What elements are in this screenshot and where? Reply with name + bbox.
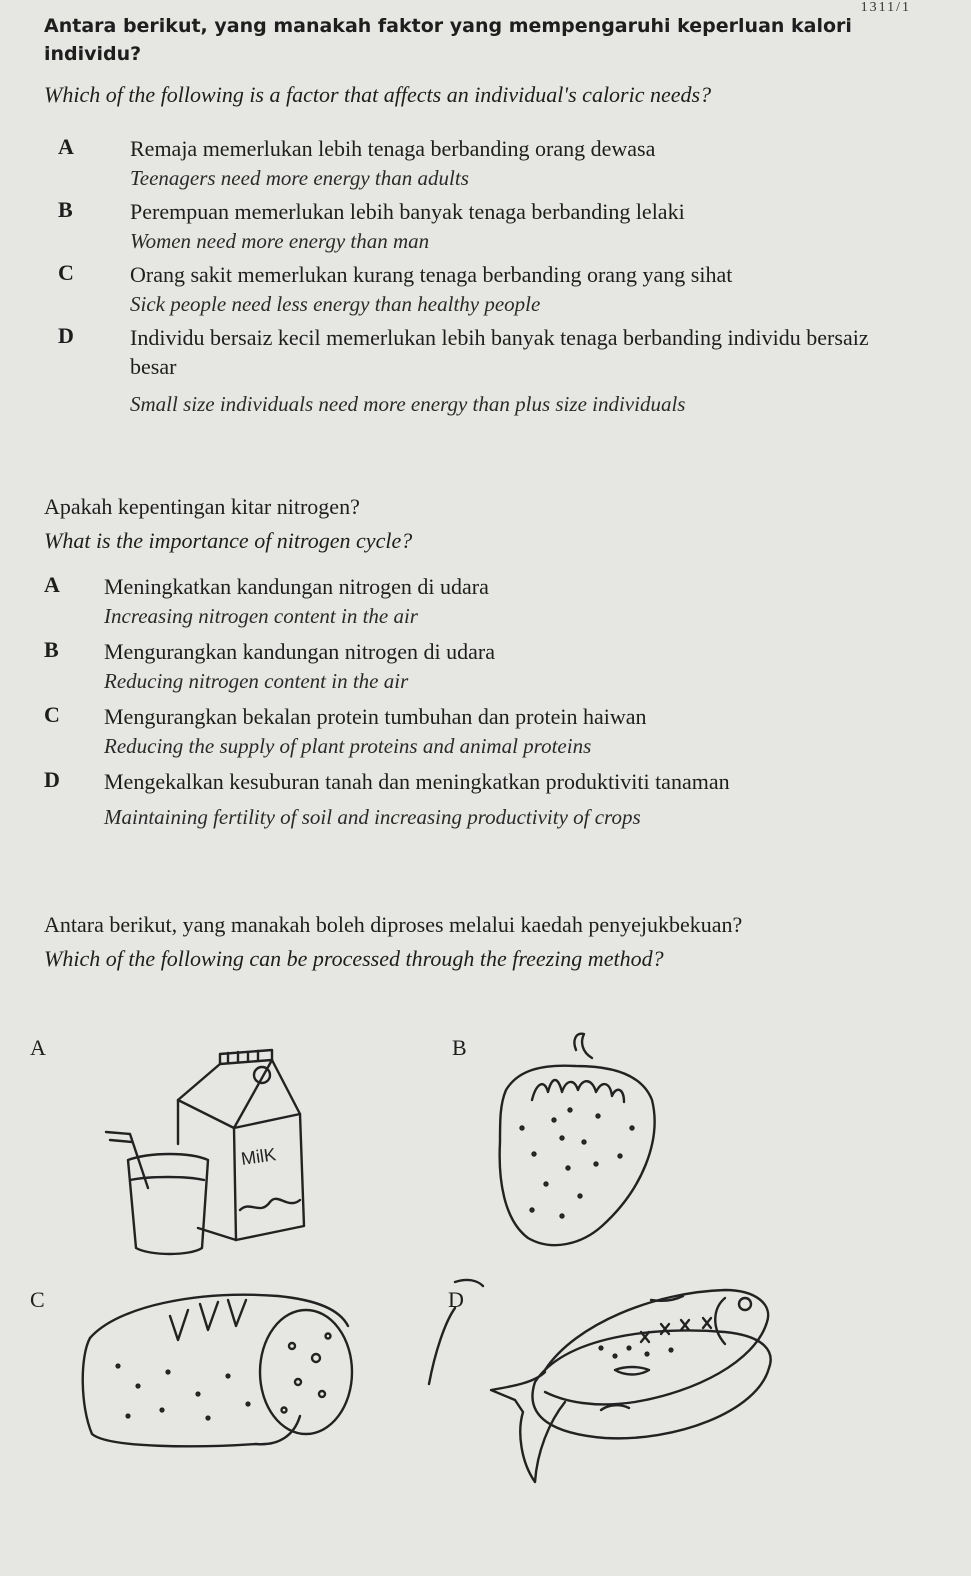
option-text-malay: Mengurangkan kandungan nitrogen di udara	[104, 639, 495, 664]
figure-c-label[interactable]: C	[30, 1287, 45, 1312]
option-text-english: Maintaining fertility of soil and increasing productivity of crops	[104, 805, 641, 829]
figure-d-label[interactable]: D	[448, 1287, 464, 1312]
option-letter: C	[44, 702, 60, 727]
option-text-malay: Remaja memerlukan lebih tenaga berbanding orang dewasa	[130, 136, 656, 161]
option-text-english: Reducing nitrogen content in the air	[104, 669, 409, 693]
question-3-stem-malay: Antara berikut, yang manakah boleh diproses melalui kaedah penyejukbekuan?	[44, 912, 743, 937]
question-3-stem-english: Which of the following can be processed through the freezing method?	[44, 946, 664, 971]
option-text-malay: Individu bersaiz kecil memerlukan lebih banyak tenaga berbanding individu bersaiz besar	[130, 325, 869, 379]
option-letter: C	[58, 260, 74, 285]
option-letter: D	[58, 323, 74, 348]
option-letter: B	[44, 637, 59, 662]
question-1-option-a[interactable]	[44, 134, 924, 193]
option-letter: A	[44, 572, 60, 597]
milk-carton-glass-icon	[100, 1040, 330, 1265]
figure-a-label[interactable]: A	[30, 1035, 46, 1060]
question-2-option-a[interactable]	[44, 572, 924, 631]
question-3	[44, 910, 924, 974]
question-2-option-b[interactable]	[44, 637, 924, 696]
question-2-stem-english: What is the importance of nitrogen cycle?	[44, 528, 413, 553]
option-text-malay: Mengekalkan kesuburan tanah dan meningkatkan produktiviti tanaman	[104, 769, 730, 794]
option-letter: A	[58, 134, 74, 159]
page-corner-mark: 1311/1	[860, 0, 911, 15]
question-1-option-b[interactable]	[44, 197, 924, 256]
question-1-stem-english: Which of the following is a factor that affects an individual's caloric needs?	[44, 82, 712, 107]
question-2-option-c[interactable]	[44, 702, 924, 761]
option-text-malay: Meningkatkan kandungan nitrogen di udara	[104, 574, 489, 599]
option-text-malay: Mengurangkan bekalan protein tumbuhan dan protein haiwan	[104, 704, 647, 729]
question-1-option-d[interactable]	[44, 323, 924, 419]
option-text-english: Reducing the supply of plant proteins and animal proteins	[104, 734, 592, 758]
option-text-english: Increasing nitrogen content in the air	[104, 604, 418, 628]
option-text-english: Small size individuals need more energy than plus size individuals	[130, 392, 686, 416]
question-1-stem-malay: Antara berikut, yang manakah faktor yang mempengaruhi keperluan kalori individu?	[44, 15, 852, 65]
option-text-malay: Orang sakit memerlukan kurang tenaga berbanding orang yang sihat	[130, 262, 733, 287]
strawberry-icon	[492, 1030, 672, 1255]
question-2	[44, 492, 924, 832]
bread-loaf-icon	[78, 1286, 363, 1451]
fish-on-plate-icon	[425, 1272, 785, 1507]
question-1	[44, 12, 924, 419]
carton-label-text: MilK	[239, 1144, 278, 1169]
option-text-malay: Perempuan memerlukan lebih banyak tenaga berbanding lelaki	[130, 199, 685, 224]
figure-b-label[interactable]: B	[452, 1035, 467, 1060]
question-2-option-d[interactable]	[44, 767, 924, 832]
option-text-english: Teenagers need more energy than adults	[130, 166, 469, 190]
option-letter: B	[58, 197, 73, 222]
option-letter: D	[44, 767, 60, 792]
option-text-english: Sick people need less energy than healthy people	[130, 292, 541, 316]
question-1-option-c[interactable]	[44, 260, 924, 319]
question-2-stem-malay: Apakah kepentingan kitar nitrogen?	[44, 494, 360, 519]
option-text-english: Women need more energy than man	[130, 229, 430, 253]
